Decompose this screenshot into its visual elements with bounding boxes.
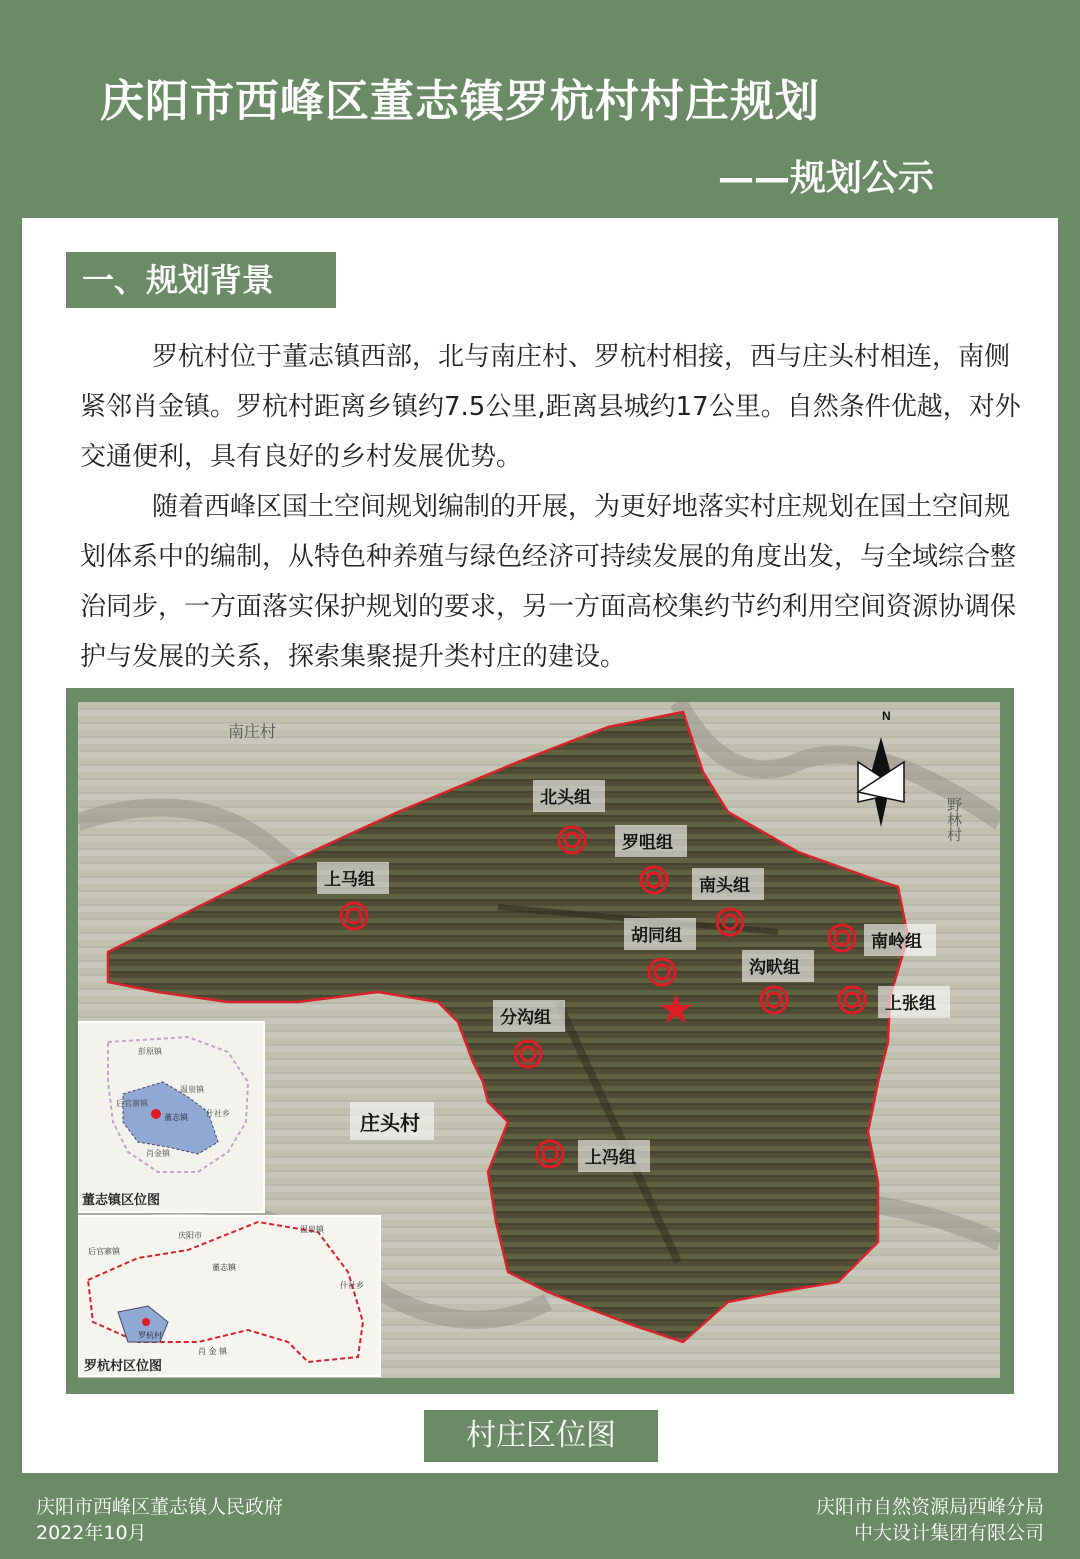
content-panel <box>22 218 1058 1473</box>
map-frame <box>66 688 1014 1394</box>
inset-map-luohang <box>78 1216 380 1376</box>
footer-issuer: 庆阳市西峰区董志镇人民政府 <box>36 1496 284 1518</box>
label-goufu: 沟畎组 <box>749 958 800 978</box>
footer-right <box>816 1494 1044 1546</box>
paragraph-1: 罗杭村位于董志镇西部，北与南庄村、罗杭村相接，西与庄头村相连，南侧紧邻肖金镇。罗杭村距离乡镇约7.5公里,距离县城约17公里。自然条件优越，对外交通便利，具有良好的乡村发展优势。 <box>80 342 1021 472</box>
svg-text:肖 金 镇: 肖 金 镇 <box>198 1347 228 1356</box>
svg-text:董志镇: 董志镇 <box>164 1113 188 1122</box>
svg-text:后官寨镇: 后官寨镇 <box>116 1099 148 1108</box>
inset2-caption: 罗杭村区位图 <box>84 1359 163 1374</box>
svg-text:N: N <box>882 709 891 723</box>
svg-text:温泉镇: 温泉镇 <box>180 1085 204 1094</box>
inset-map-dongzhi <box>78 1022 264 1212</box>
label-shangzhang: 上张组 <box>885 994 936 1014</box>
svg-text:彭原镇: 彭原镇 <box>138 1047 162 1056</box>
svg-text:什社乡: 什社乡 <box>340 1281 364 1290</box>
map-caption: 村庄区位图 <box>424 1410 658 1462</box>
label-shangfeng: 上冯组 <box>585 1148 636 1168</box>
label-nantou: 南头组 <box>699 876 750 896</box>
village-map <box>78 702 1000 1378</box>
footer-designer: 中大设计集团有限公司 <box>853 1522 1044 1544</box>
inset1-caption: 董志镇区位图 <box>82 1193 161 1208</box>
page-subtitle: ——规划公示 <box>718 158 935 199</box>
footer-authority: 庆阳市自然资源局西峰分局 <box>815 1496 1044 1518</box>
label-luoju: 罗咀组 <box>622 833 673 853</box>
paragraph-2: 随着西峰区国土空间规划编制的开展，为更好地落实村庄规划在国土空间规划体系中的编制，从特色种养殖与绿色经济可持续发展的角度出发，与全域综合整治同步，一方面落实保护规划的要求，另一方面高校集约节约利用空间资源协调保护与发展的关系，探索集聚提升类村庄的建设。 <box>80 492 1017 672</box>
svg-text:温泉镇: 温泉镇 <box>300 1225 324 1234</box>
label-nanling: 南岭组 <box>871 932 922 952</box>
svg-text:肖金镇: 肖金镇 <box>146 1149 170 1158</box>
footer-left <box>36 1494 283 1546</box>
label-fengou: 分沟组 <box>500 1008 551 1028</box>
svg-text:后官寨镇: 后官寨镇 <box>88 1247 120 1256</box>
label-beitou: 北头组 <box>540 788 591 808</box>
svg-text:董志镇: 董志镇 <box>212 1263 236 1272</box>
section-heading: 一、规划背景 <box>66 252 336 308</box>
svg-text:庆阳市: 庆阳市 <box>178 1231 202 1240</box>
page-title: 庆阳市西峰区董志镇罗杭村村庄规划 <box>100 76 820 127</box>
label-zhuangtou: 庄头村 <box>360 1111 420 1135</box>
label-yelin: 野林村 <box>945 797 963 842</box>
label-shangma: 上马组 <box>324 870 375 890</box>
footer-date: 2022年10月 <box>36 1522 147 1544</box>
svg-text:什社乡: 什社乡 <box>206 1109 230 1118</box>
label-hutong: 胡同组 <box>631 926 682 946</box>
svg-text:罗杭村: 罗杭村 <box>138 1331 162 1340</box>
label-nanzhuang: 南庄村 <box>228 722 277 741</box>
